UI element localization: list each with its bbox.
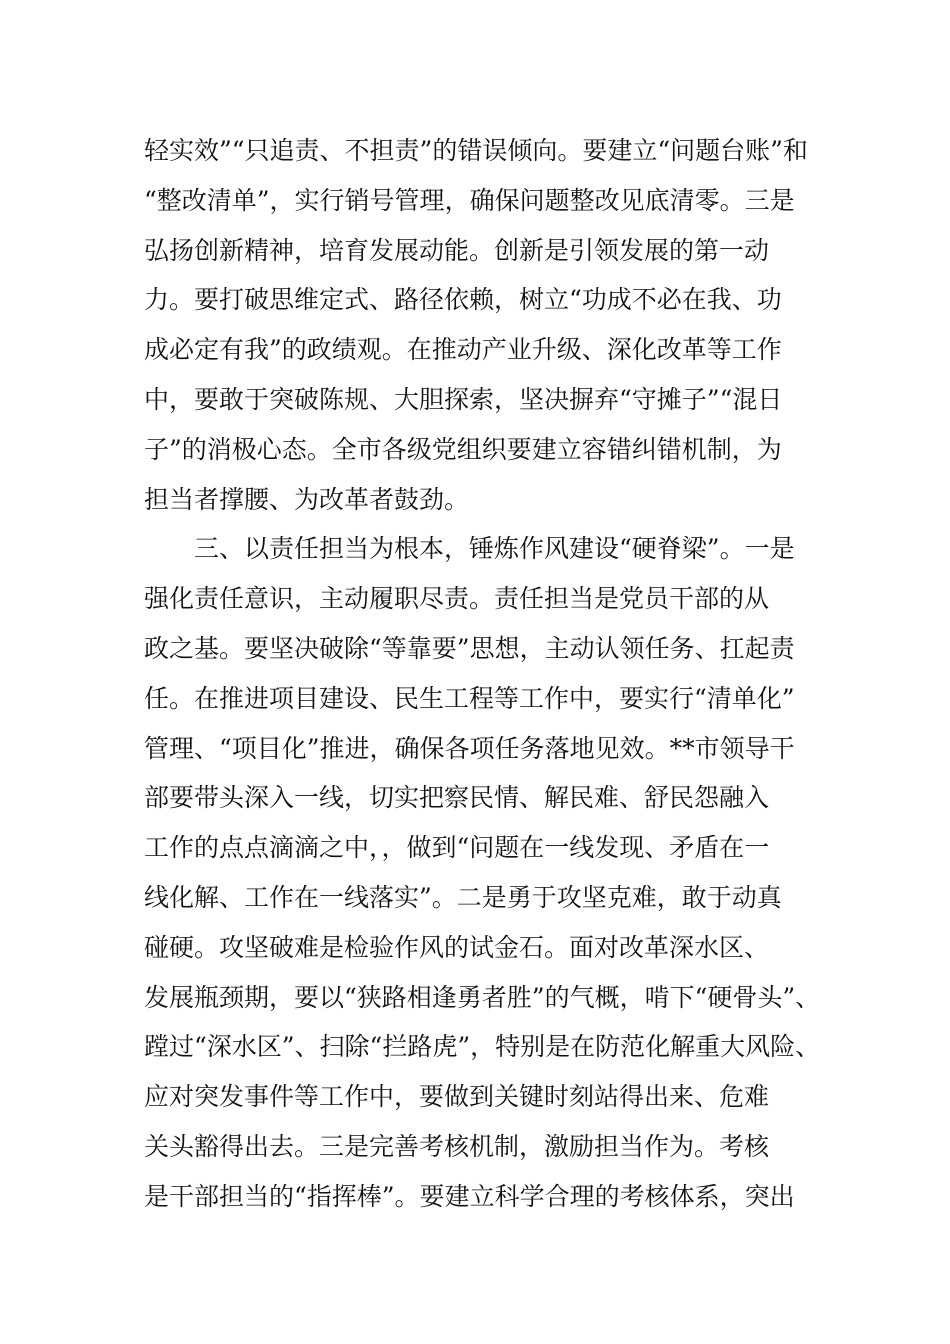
body-text [144,126,824,1222]
text-line: 管理、“项目化”推进，确保各项任务落地见效。**市领导干 [144,733,795,763]
text-line: 政之基。要坚决破除“等靠要”思想，主动认领任务、扛起责 [144,633,795,663]
text-line: 轻实效”“只追责、不担责”的错误倾向。要建立“问题台账”和 [144,136,808,165]
text-line: 是干部担当的“指挥棒”。要建立科学合理的考核体系，突出 [144,1181,795,1211]
text-line: “整改清单”，实行销号管理，确保问题整改见底清零。三是 [144,185,795,215]
section-heading-line: 三、以责任担当为根本，锤炼作风建设“硬脊梁”。一是 [194,534,795,564]
text-line: 关头豁得出去。三是完善考核机制，激励担当作为。考核 [144,1131,770,1161]
text-line: 线化解、工作在一线落实”。二是勇于攻坚克难，敢于动真 [144,882,782,912]
text-line: 发展瓶颈期，要以“狭路相逢勇者胜”的气概，啃下“硬骨头”、 [144,982,821,1012]
text-line: 担当者撑腰、为改革者鼓劲。 [144,484,470,514]
text-line: 碰硬。攻坚破难是检验作风的试金石。面对改革深水区、 [144,932,770,962]
text-line: 任。在推进项目建设、民生工程等工作中，要实行“清单化” [144,683,795,713]
text-line: 强化责任意识，主动履职尽责。责任担当是党员干部的从 [144,584,770,614]
text-line: 弘扬创新精神，培育发展动能。创新是引领发展的第一动 [144,235,770,265]
text-line: 子”的消极心态。全市各级党组织要建立容错纠错机制，为 [144,434,782,464]
text-line: 工作的点点滴滴之中，，做到“问题在一线发现、矛盾在一 [144,833,770,863]
text-line: 成必定有我”的政绩观。在推动产业升级、深化改革等工作 [144,335,782,365]
text-line: 中，要敢于突破陈规、大胆探索，坚决摒弃“守摊子”“混日 [144,384,783,414]
text-line: 力。要打破思维定式、路径依赖，树立“功成不必在我、功 [144,285,782,315]
text-line: 应对突发事件等工作中，要做到关键时刻站得出来、危难 [144,1082,770,1112]
text-line: 部要带头深入一线，切实把察民情、解民难、舒民怨融入 [144,783,770,813]
text-line: 蹚过“深水区”、扫除“拦路虎”，特别是在防范化解重大风险、 [144,1032,821,1062]
